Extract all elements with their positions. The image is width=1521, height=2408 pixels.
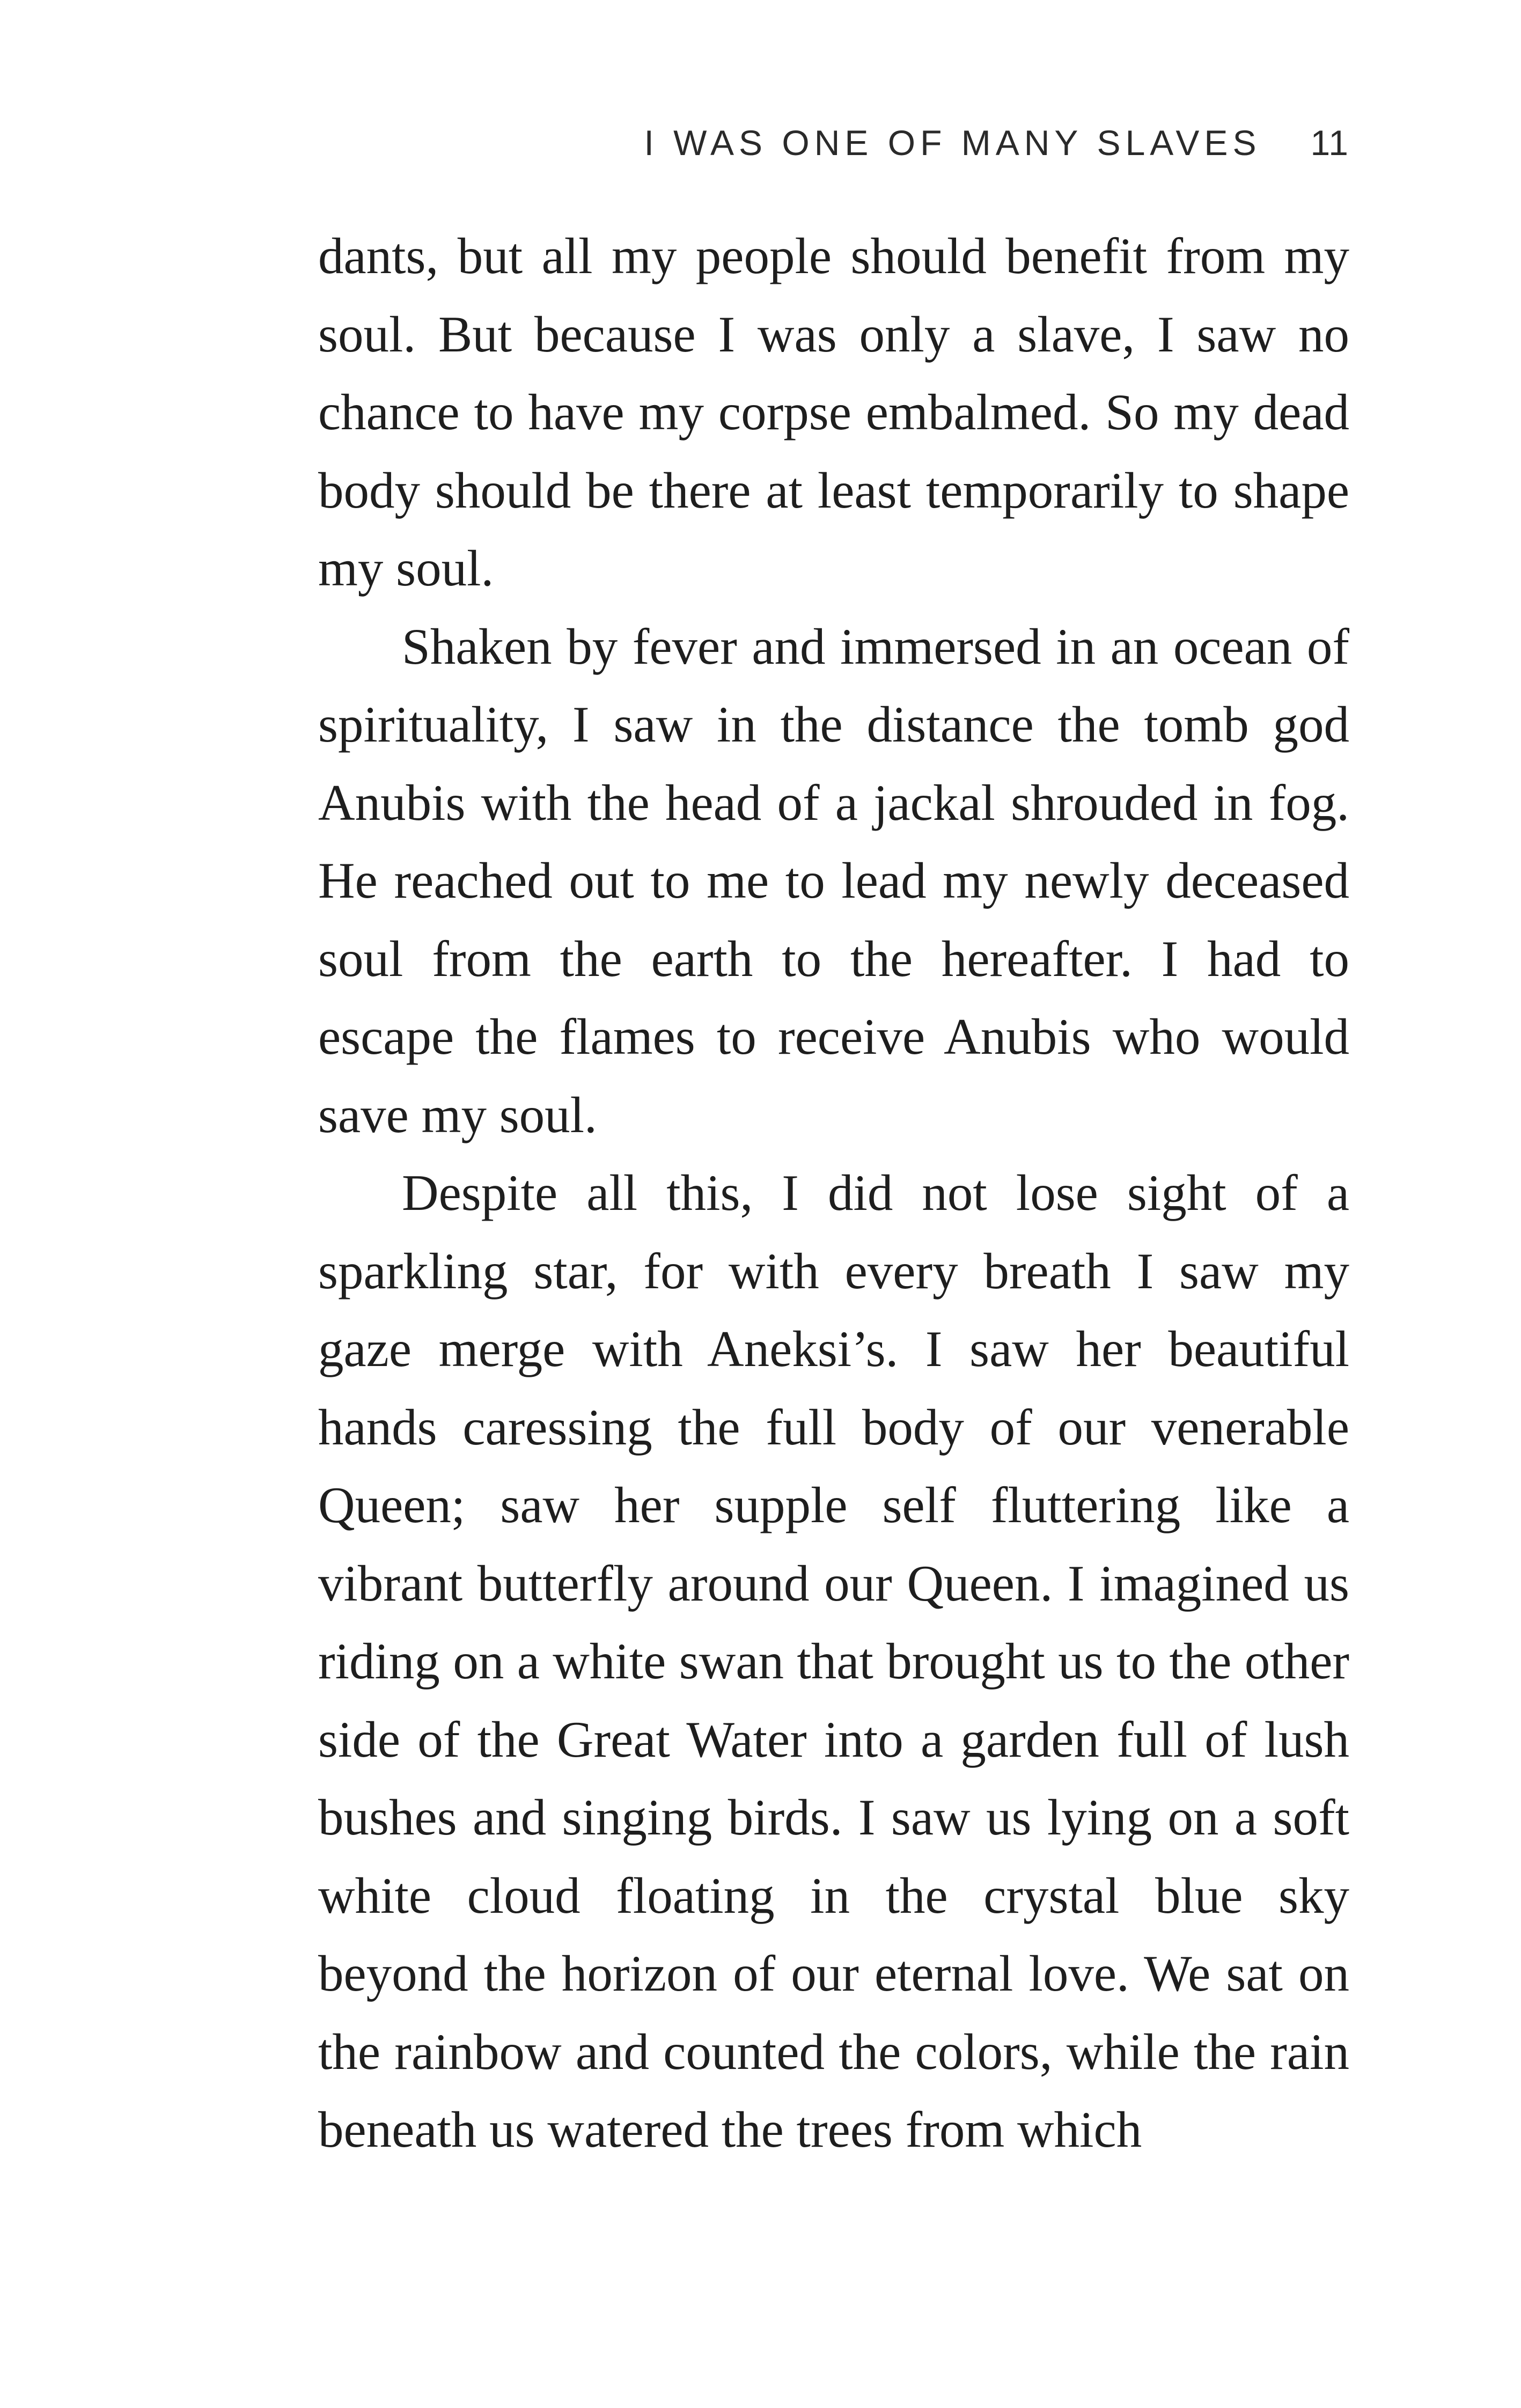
page-number: 11: [1310, 123, 1349, 163]
running-head: [318, 122, 1349, 163]
running-title: I WAS ONE OF MANY SLAVES: [644, 123, 1261, 163]
paragraph: Shaken by fever and immersed in an ocean of spirituality, I saw in the distance the tomb god Anubis with the head of a jackal shrouded in fog. He reached out to me to lead my newly deceased soul from the earth to the hereafter. I had to escape the flames to receive Anubis who would save my soul.: [318, 618, 1349, 1143]
body-text: [318, 217, 1349, 2169]
paragraph: Despite all this, I did not lose sight of a sparkling star, for with every breath I saw my gaze merge with Aneksi’s. I saw her beautiful hands caressing the full body of our venerable Queen; saw her supple self fluttering like a vibrant butterfly around our Queen. I imagined us riding on a white swan that brought us to the other side of the Great Water into a garden full of lush bushes and singing birds. I saw us lying on a soft white cloud floating in the crystal blue sky beyond the horizon of our eternal love. We sat on the rainbow and counted the colors, while the rain beneath us watered the trees from which: [318, 1164, 1349, 2158]
paragraph-continued: dants, but all my people should benefit from my soul. But because I was only a slave, I saw no chance to have my corpse embalmed. So my dead body should be there at least temporarily to shape my soul.: [318, 227, 1349, 597]
